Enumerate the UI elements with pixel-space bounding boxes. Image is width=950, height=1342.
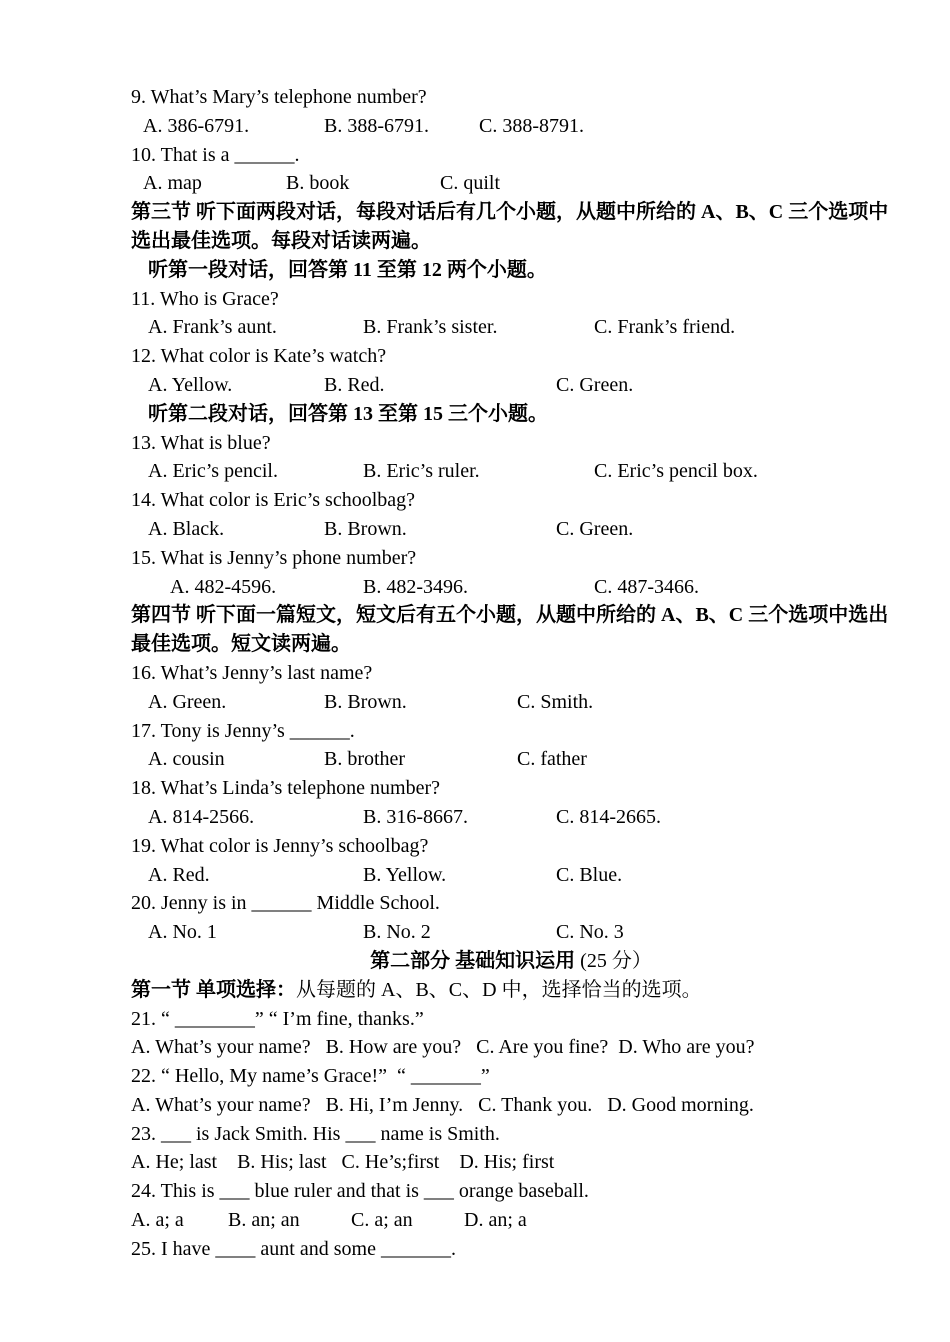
question-17 bbox=[131, 717, 891, 746]
question-20-options bbox=[131, 918, 891, 947]
option-b: B. brother bbox=[324, 748, 406, 771]
option-a: A. cousin bbox=[148, 748, 225, 771]
option-c: C. 388-8791. bbox=[479, 114, 584, 137]
option-c: C. Eric’s pencil box. bbox=[594, 460, 758, 483]
option-a: A. Red. bbox=[148, 863, 210, 886]
option-c: C. Green. bbox=[556, 517, 634, 540]
option-b: B. Brown. bbox=[324, 517, 407, 540]
question-stem: 15. What is Jenny’s phone number? bbox=[131, 546, 417, 569]
option-b: B. Yellow. bbox=[363, 863, 447, 886]
option-a: A. Eric’s pencil. bbox=[148, 460, 278, 483]
question-stem: 9. What’s Mary’s telephone number? bbox=[131, 86, 427, 108]
option-a: A. Yellow. bbox=[148, 373, 233, 396]
question-11 bbox=[131, 285, 891, 314]
question-17-options bbox=[131, 745, 891, 774]
option-a: A. a; a bbox=[131, 1209, 184, 1232]
option-c: C. Blue. bbox=[556, 863, 623, 886]
question-22: 22. “ Hello, My name’s Grace!” “ _______” bbox=[131, 1065, 490, 1088]
option-b: B. 316-8667. bbox=[363, 805, 468, 828]
option-b: B. 482-3496. bbox=[363, 575, 468, 598]
option-b: B. Red. bbox=[324, 373, 385, 396]
question-15 bbox=[131, 544, 891, 573]
question-21: 21. “ ________” “ I’m fine, thanks.” bbox=[131, 1007, 424, 1030]
question-15-options bbox=[131, 573, 891, 602]
question-14 bbox=[131, 486, 891, 515]
question-13 bbox=[131, 429, 891, 458]
option-a: A. Black. bbox=[148, 517, 225, 540]
option-c: C. Smith. bbox=[517, 690, 594, 713]
option-a: A. No. 1 bbox=[148, 921, 217, 944]
question-10-options bbox=[131, 169, 891, 198]
option-c: C. 814-2665. bbox=[556, 805, 661, 828]
option-c: C. Green. bbox=[556, 373, 634, 396]
option-c: C. a; an bbox=[351, 1209, 413, 1232]
question-stem: 13. What is blue? bbox=[131, 431, 271, 454]
question-24-options bbox=[131, 1206, 891, 1235]
option-b: B. Brown. bbox=[324, 690, 407, 713]
question-9-options bbox=[131, 112, 891, 141]
question-25: 25. I have ____ aunt and some _______. bbox=[131, 1237, 456, 1260]
question-23-options: A. He; last B. His; last C. He’s;first D. His; first bbox=[131, 1151, 555, 1174]
option-a: A. 386-6791. bbox=[143, 114, 250, 137]
question-13-options bbox=[131, 457, 891, 486]
option-c: C. father bbox=[517, 748, 587, 771]
option-b: B. No. 2 bbox=[363, 921, 431, 944]
option-c: C. No. 3 bbox=[556, 921, 624, 944]
option-b: B. 388-6791. bbox=[324, 114, 429, 137]
question-20 bbox=[131, 889, 891, 918]
question-18 bbox=[131, 774, 891, 803]
option-d: D. an; a bbox=[464, 1209, 527, 1232]
question-16 bbox=[131, 659, 891, 688]
question-stem: 12. What color is Kate’s watch? bbox=[131, 345, 387, 368]
section-4-heading: 第四节 听下面一篇短文，短文后有五个小题，从题中所给的 A、B、C 三个选项中选出最佳选项。短文读两遍。 bbox=[131, 604, 889, 656]
option-a: A. Frank’s aunt. bbox=[148, 316, 277, 339]
section-1-title: 第一节 单项选择： bbox=[131, 978, 296, 1001]
question-16-options bbox=[131, 688, 891, 717]
question-stem: 19. What color is Jenny’s schoolbag? bbox=[131, 834, 429, 857]
option-a: A. 482-4596. bbox=[170, 575, 277, 598]
option-c: C. quilt bbox=[440, 172, 501, 195]
question-stem: 18. What’s Linda’s telephone number? bbox=[131, 777, 440, 800]
option-b: B. Eric’s ruler. bbox=[363, 460, 480, 483]
question-stem: 11. Who is Grace? bbox=[131, 287, 279, 310]
section-1-instruction: 从每题的 A、B、C、D 中，选择恰当的选项。 bbox=[296, 978, 702, 1001]
dialog-1-instruction: 听第一段对话，回答第 11 至第 12 两个小题。 bbox=[148, 258, 547, 281]
question-9 bbox=[131, 83, 891, 112]
question-14-options bbox=[131, 515, 891, 544]
option-a: A. 814-2566. bbox=[148, 805, 255, 828]
question-11-options bbox=[131, 313, 891, 342]
section-1-heading bbox=[131, 976, 891, 1005]
option-c: C. Frank’s friend. bbox=[594, 316, 736, 339]
option-b: B. an; an bbox=[228, 1209, 300, 1232]
question-18-options bbox=[131, 803, 891, 832]
question-12 bbox=[131, 342, 891, 371]
part-2-score: (25 分） bbox=[580, 949, 652, 972]
question-stem: 14. What color is Eric’s schoolbag? bbox=[131, 489, 416, 512]
question-21-options: A. What’s your name? B. How are you? C. Are you fine? D. Who are you? bbox=[131, 1036, 755, 1059]
question-10 bbox=[131, 141, 891, 170]
section-3-heading: 第三节 听下面两段对话，每段对话后有几个小题，从题中所给的 A、B、C 三个选项中选出最佳选项。每段对话读两遍。 bbox=[131, 201, 889, 252]
option-a: A. Green. bbox=[148, 690, 227, 713]
option-c: C. 487-3466. bbox=[594, 575, 699, 598]
question-stem: 17. Tony is Jenny’s ______. bbox=[131, 719, 355, 742]
question-stem: 20. Jenny is in ______ Middle School. bbox=[131, 892, 440, 915]
question-19-options bbox=[131, 861, 891, 890]
part-2-title-text: 第二部分 基础知识运用 bbox=[370, 949, 576, 972]
part-2-title bbox=[131, 947, 891, 976]
option-a: A. map bbox=[143, 172, 202, 195]
question-23: 23. ___ is Jack Smith. His ___ name is Smith. bbox=[131, 1122, 500, 1145]
question-12-options bbox=[131, 371, 891, 400]
exam-content bbox=[131, 83, 891, 1264]
dialog-2-instruction: 听第二段对话，回答第 13 至第 15 三个小题。 bbox=[148, 402, 548, 425]
question-24: 24. This is ___ blue ruler and that is ___ orange baseball. bbox=[131, 1180, 589, 1203]
option-b: B. book bbox=[286, 172, 350, 195]
question-stem: 16. What’s Jenny’s last name? bbox=[131, 661, 373, 684]
option-b: B. Frank’s sister. bbox=[363, 316, 498, 339]
question-22-options: A. What’s your name? B. Hi, I’m Jenny. C. Thank you. D. Good morning. bbox=[131, 1093, 754, 1116]
question-stem: 10. That is a ______. bbox=[131, 143, 300, 166]
question-19 bbox=[131, 832, 891, 861]
